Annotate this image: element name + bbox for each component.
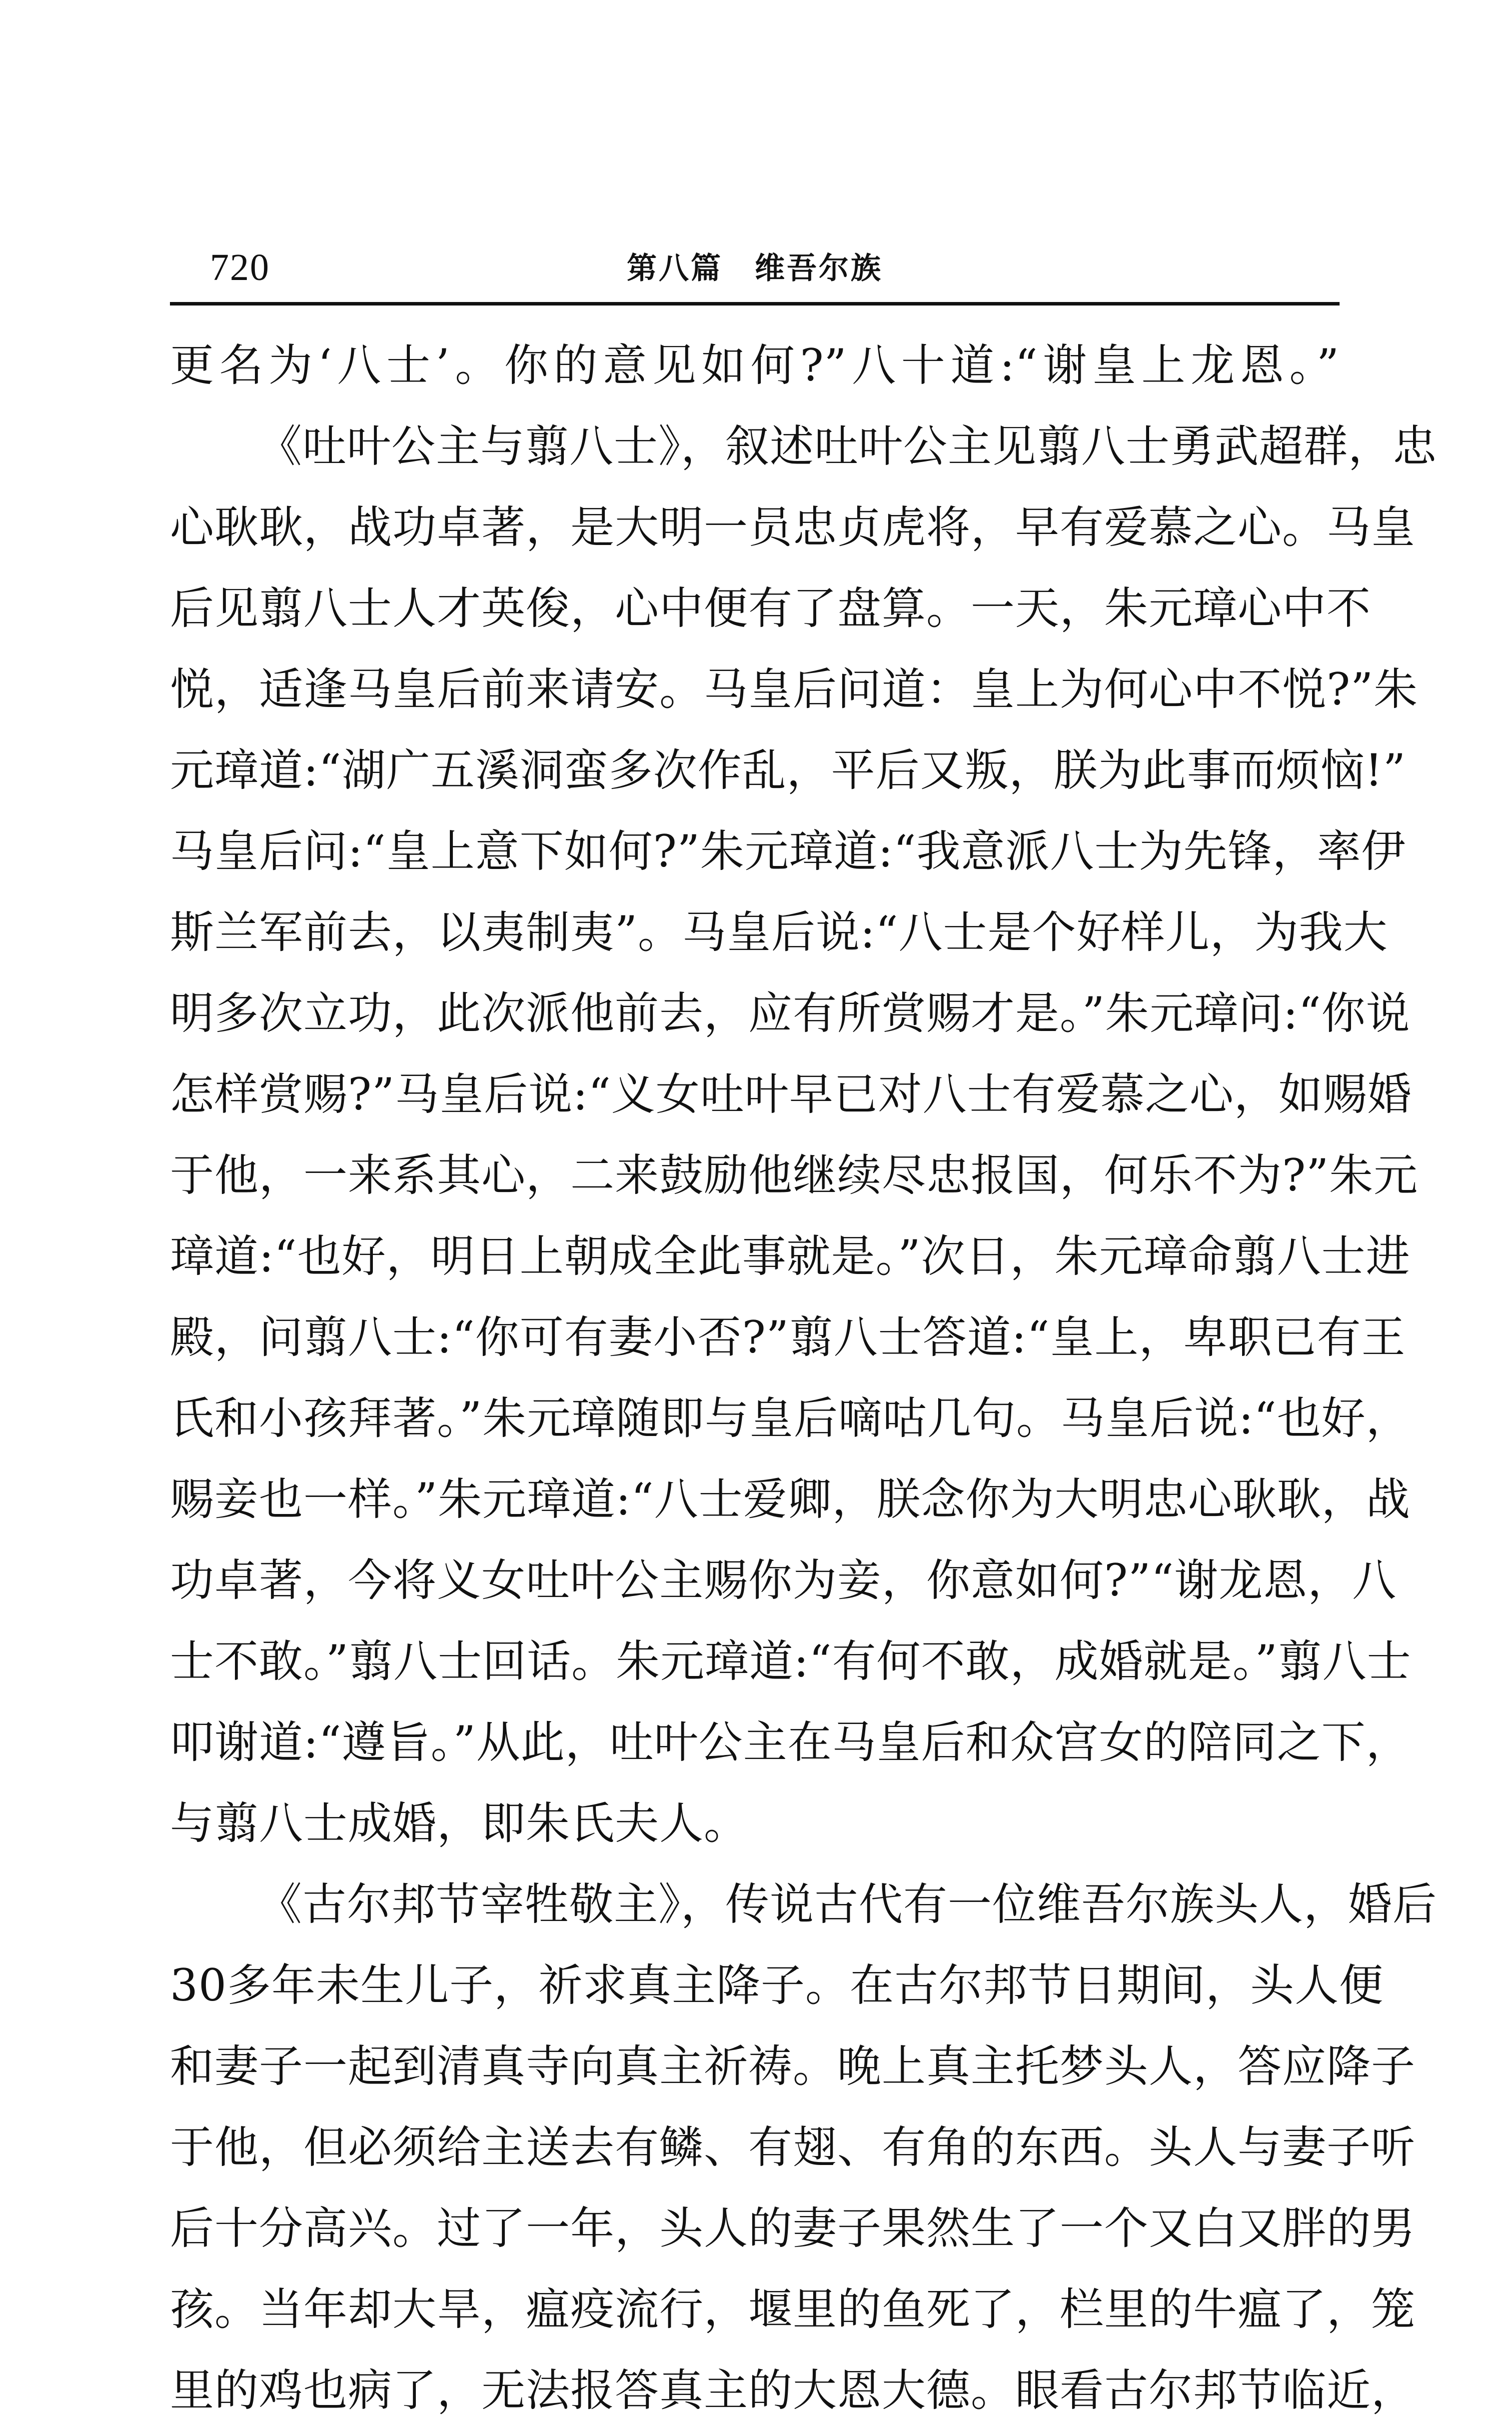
text-line: 里的鸡也病了，无法报答真主的大恩大德。眼看古尔邦节临近， (170, 2364, 1416, 2416)
running-title: 第八篇 维吾尔族 (627, 251, 883, 286)
text-line: 殿，问翦八士:“你可有妻小否?”翦八士答道:“皇上，卑职已有王 (170, 1312, 1406, 1363)
text-line: 赐妾也一样。”朱元璋道:“八士爱卿，朕念你为大明忠心耿耿，战 (170, 1474, 1411, 1525)
text-line: 后十分高兴。过了一年，头人的妻子果然生了一个又白又胖的男 (170, 2202, 1416, 2254)
text-line: 璋道:“也好，明日上朝成全此事就是。”次日，朱元璋命翦八士进 (170, 1230, 1411, 1282)
text-line: 于他，但必须给主送去有鳞、有翅、有角的东西。头人与妻子听 (170, 2122, 1416, 2173)
page-header (170, 235, 1340, 295)
text-line: 士不敢。”翦八士回话。朱元璋道:“有何不敢，成婚就是。”翦八士 (170, 1636, 1412, 1687)
text-line: 怎样赏赐?”马皇后说:“义女吐叶早已对八士有爱慕之心，如赐婚 (170, 1068, 1412, 1120)
text-line: 氏和小孩拜著。”朱元璋随即与皇后嘀咕几句。马皇后说:“也好， (170, 1392, 1411, 1444)
header-rule (170, 302, 1340, 306)
text-line: 叩谢道:“遵旨。”从此，吐叶公主在马皇后和众宫女的陪同之下， (170, 1716, 1411, 1768)
body-text (170, 325, 1438, 2431)
text-line: 《古尔邦节宰牲敬主》，传说古代有一位维吾尔族头人，婚后 (258, 1878, 1438, 1930)
text-line: 于他，一来系其心，二来鼓励他继续尽忠报国，何乐不为?”朱元 (170, 1150, 1419, 1201)
text-line: 马皇后问:“皇上意下如何?”朱元璋道:“我意派八士为先锋，率伊 (170, 826, 1406, 877)
text-line: 30多年未生儿子，祈求真主降子。在古尔邦节日期间，头人便 (170, 1960, 1384, 2011)
text-line: 元璋道:“湖广五溪洞蛮多次作乱，平后又叛，朕为此事而烦恼!” (170, 744, 1406, 796)
text-line: 后见翦八士人才英俊，心中便有了盘算。一天，朱元璋心中不 (170, 582, 1372, 634)
text-line: 更名为‘八士’。你的意见如何?”八十道:“谢皇上龙恩。” (170, 340, 1340, 391)
text-line: 明多次立功，此次派他前去，应有所赏赐才是。”朱元璋问:“你说 (170, 988, 1411, 1039)
text-line: 斯兰军前去，以夷制夷”。马皇后说:“八士是个好样儿，为我大 (170, 906, 1388, 958)
text-line: 悦，适逢马皇后前来请安。马皇后问道：皇上为何心中不悦?”朱 (170, 664, 1419, 715)
text-line: 心耿耿，战功卓著，是大明一员忠贞虎将，早有爱慕之心。马皇 (170, 502, 1416, 553)
text-line: 与翦八士成婚，即朱氏夫人。 (170, 1798, 749, 1849)
text-line: 和妻子一起到清真寺向真主祈祷。晚上真主托梦头人，答应降子 (170, 2040, 1416, 2092)
page-number: 720 (210, 246, 270, 288)
text-line: 功卓著，今将义女吐叶公主赐你为妾，你意如何?”“谢龙恩，八 (170, 1554, 1397, 1606)
text-line: 孩。当年却大旱，瘟疫流行，堰里的鱼死了，栏里的牛瘟了，笼 (170, 2284, 1416, 2335)
text-line: 《吐叶公主与翦八士》，叙述吐叶公主见翦八士勇武超群，忠 (258, 420, 1438, 472)
